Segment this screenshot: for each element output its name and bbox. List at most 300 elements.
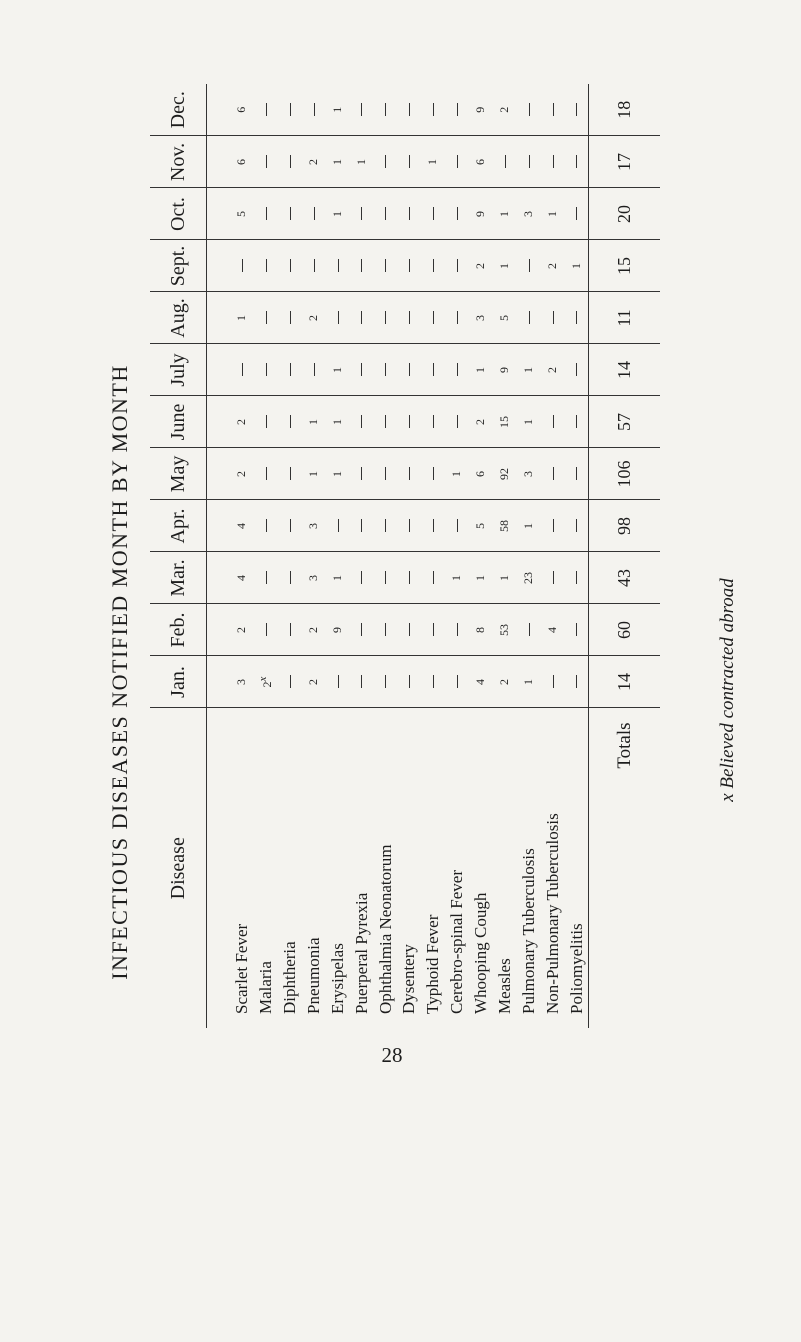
cell-value [421,448,445,500]
cell-value [397,188,421,240]
cell-value [230,240,254,292]
nil-dash [433,572,434,585]
disease-name: Whooping Cough [471,892,491,1014]
nil-dash [576,156,577,169]
abroad-marker: x [256,676,269,682]
nil-dash [433,103,434,116]
cell-value [349,396,373,448]
nil-dash [529,624,530,637]
cell-value [564,84,589,136]
table-row [373,84,397,1028]
nil-dash [314,208,315,221]
nil-dash [457,156,458,169]
nil-dash [385,103,386,116]
nil-dash [576,103,577,116]
cell-value: 3 [516,448,540,500]
cell-value [373,500,397,552]
nil-dash [266,520,267,533]
nil-dash [576,468,577,481]
nil-dash [409,676,410,689]
nil-dash [457,676,458,689]
cell-value [278,552,302,604]
disease-name: Dysentery [399,944,419,1014]
cell-value: 1 [469,552,493,604]
cell-value: 1 [301,396,325,448]
disease-name: Scarlet Fever [232,923,252,1014]
cell-value: 58 [493,500,517,552]
table-header-row [150,84,207,1028]
nil-dash [385,572,386,585]
cell-value [421,396,445,448]
cell-value: 4 [230,500,254,552]
cell-value: 1 [325,344,349,396]
cell-value: 4 [540,604,564,656]
cell-value [254,136,278,188]
cell-value: 1 [325,448,349,500]
nil-dash [433,364,434,377]
nil-dash [529,103,530,116]
disease-name: Ophthalmia Neonatorum [375,844,395,1014]
nil-dash [457,364,458,377]
cell-value [540,500,564,552]
nil-dash [266,364,267,377]
nil-dash [409,312,410,325]
nil-dash [361,103,362,116]
cell-value: 53 [493,604,517,656]
cell-value: 6 [230,84,254,136]
nil-dash [314,364,315,377]
nil-dash [409,208,410,221]
cell-value: 1 [349,136,373,188]
total-value: 18 [589,84,660,136]
nil-dash [576,520,577,533]
column-header-month: May [150,448,207,500]
cell-value [254,448,278,500]
cell-value [516,604,540,656]
cell-value [373,188,397,240]
cell-value [373,396,397,448]
cell-value [397,292,421,344]
cell-value: 9 [469,188,493,240]
cell-value: 9 [493,344,517,396]
nil-dash [290,103,291,116]
total-value: 17 [589,136,660,188]
nil-dash [290,156,291,169]
cell-value [564,604,589,656]
nil-dash [290,260,291,273]
nil-dash [290,364,291,377]
cell-value [564,500,589,552]
table-row [325,84,349,1028]
page-title: INFECTIOUS DISEASES NOTIFIED MONTH BY MONTH [107,364,132,980]
nil-dash [290,520,291,533]
cell-value: 1 [516,656,540,708]
nil-dash [385,364,386,377]
nil-dash [290,676,291,689]
nil-dash [266,103,267,116]
cell-value: 2 [493,656,517,708]
cell-value [445,396,469,448]
nil-dash [338,260,339,273]
nil-dash [266,208,267,221]
nil-dash [409,572,410,585]
cell-value [421,84,445,136]
cell-value [397,500,421,552]
column-header-month: Mar. [150,552,207,604]
cell-value [397,552,421,604]
cell-value: 2 [540,344,564,396]
cell-value: 1 [493,188,517,240]
cell-value [445,84,469,136]
nil-dash [553,572,554,585]
nil-dash [338,312,339,325]
nil-dash [361,520,362,533]
nil-dash [576,624,577,637]
nil-dash [409,156,410,169]
cell-value [373,448,397,500]
nil-dash [361,468,362,481]
cell-value [301,188,325,240]
nil-dash [576,312,577,325]
nil-dash [385,468,386,481]
nil-dash [385,208,386,221]
nil-dash [361,572,362,585]
cell-value [445,344,469,396]
cell-value [230,344,254,396]
cell-value: 1 [325,84,349,136]
cell-value [278,396,302,448]
cell-value: 3 [230,656,254,708]
cell-value: 4 [469,656,493,708]
cell-value [373,604,397,656]
cell-value [349,552,373,604]
cell-value [397,604,421,656]
cell-value [278,136,302,188]
table-body [207,84,661,1028]
disease-name: Puerperal Pyrexia [351,892,371,1014]
cell-value: 2 [230,604,254,656]
nil-dash [529,312,530,325]
cell-value: 1 [540,188,564,240]
nil-dash [457,103,458,116]
total-value: 20 [589,188,660,240]
footnote: x Believed contracted abroad [717,578,738,802]
cell-value [278,604,302,656]
table-row [564,84,589,1028]
table-row [397,84,421,1028]
nil-dash [385,624,386,637]
cell-value: 5 [230,188,254,240]
disease-name: Pneumonia [303,937,323,1014]
nil-dash [385,520,386,533]
nil-dash [385,156,386,169]
total-value: 43 [589,552,660,604]
total-value: 14 [589,344,660,396]
cell-value: 1 [325,136,349,188]
table-row [230,84,254,1028]
total-value: 14 [589,656,660,708]
cell-value: 3 [301,552,325,604]
nil-dash [266,468,267,481]
cell-value [516,292,540,344]
cell-value: 2 [301,604,325,656]
cell-value [254,396,278,448]
cell-value: 1 [301,448,325,500]
cell-value [445,656,469,708]
table-row [445,84,469,1028]
nil-dash [529,260,530,273]
cell-value: 1 [421,136,445,188]
cell-value: 1 [516,344,540,396]
cell-value: 9 [469,84,493,136]
cell-value [373,240,397,292]
nil-dash [433,676,434,689]
cell-value [445,188,469,240]
nil-dash [457,416,458,429]
cell-value [445,240,469,292]
cell-value: 6 [469,136,493,188]
nil-dash [266,416,267,429]
nil-dash [576,364,577,377]
cell-value [254,552,278,604]
column-header-month: Oct. [150,188,207,240]
nil-dash [457,260,458,273]
nil-dash [385,676,386,689]
cell-value: 1 [516,500,540,552]
nil-dash [553,676,554,689]
cell-value [540,448,564,500]
nil-dash [409,468,410,481]
nil-dash [242,260,243,273]
total-value: 60 [589,604,660,656]
cell-value [373,136,397,188]
nil-dash [385,260,386,273]
disease-name: Erysipelas [327,943,347,1014]
nil-dash [553,156,554,169]
cell-value: 8 [469,604,493,656]
cell-value [278,656,302,708]
cell-value: 1 [325,396,349,448]
cell-value [254,240,278,292]
disease-name: Pulmonary Tuberculosis [518,848,538,1014]
cell-value [564,136,589,188]
cell-value: 1 [564,240,589,292]
cell-value [349,604,373,656]
cell-value [254,344,278,396]
cell-value: 5 [469,500,493,552]
cell-value: 2 [230,396,254,448]
cell-value: 3 [301,500,325,552]
cell-value [397,136,421,188]
cell-value: 2 [301,292,325,344]
cell-value: 23 [516,552,540,604]
cell-value [540,136,564,188]
nil-dash [433,624,434,637]
nil-dash [409,260,410,273]
column-header-month: Apr. [150,500,207,552]
cell-value [564,292,589,344]
disease-name: Diphtheria [279,941,299,1014]
cell-value [564,188,589,240]
cell-value: 1 [230,292,254,344]
cell-value [278,448,302,500]
cell-value [397,84,421,136]
column-header-month: July [150,344,207,396]
cell-value [254,84,278,136]
nil-dash [266,312,267,325]
nil-dash [553,468,554,481]
total-value: 57 [589,396,660,448]
cell-value [254,604,278,656]
nil-dash [361,364,362,377]
nil-dash [553,520,554,533]
cell-value: 6 [469,448,493,500]
nil-dash [576,572,577,585]
totals-row [589,84,660,1028]
nil-dash [290,312,291,325]
nil-dash [409,364,410,377]
cell-value [373,656,397,708]
column-header-month: Dec. [150,84,207,136]
cell-value [421,344,445,396]
totals-label: Totals [589,708,660,1028]
nil-dash [433,208,434,221]
column-header-month: Nov. [150,136,207,188]
nil-dash [266,624,267,637]
disease-name: Measles [495,958,514,1014]
monthly-notifications-table-rotated [150,84,660,1028]
cell-value: 92 [493,448,517,500]
nil-dash [361,208,362,221]
nil-dash [433,520,434,533]
cell-value: 1 [469,344,493,396]
column-header-disease: Disease [150,708,207,1028]
column-header-month: Sept. [150,240,207,292]
cell-value [564,448,589,500]
disease-name: Cerebro-spinal Fever [447,870,467,1014]
cell-value [540,552,564,604]
cell-value [445,136,469,188]
nil-dash [576,676,577,689]
cell-value: 2x [254,656,278,708]
nil-dash [505,156,506,169]
cell-value [278,188,302,240]
cell-value: 1 [445,448,469,500]
nil-dash [576,416,577,429]
cell-value [540,84,564,136]
cell-value: 3 [516,188,540,240]
cell-value: 1 [493,240,517,292]
nil-dash [385,312,386,325]
table-row [493,84,517,1028]
cell-value [254,500,278,552]
nil-dash [290,416,291,429]
cell-value [349,188,373,240]
cell-value: 1 [516,396,540,448]
nil-dash [409,624,410,637]
cell-value: 1 [445,552,469,604]
cell-value [397,448,421,500]
cell-value: 6 [230,136,254,188]
spacer-row [207,84,230,1028]
cell-value [564,344,589,396]
cell-value [445,604,469,656]
total-value: 98 [589,500,660,552]
cell-value [397,344,421,396]
table-row [516,84,540,1028]
nil-dash [433,416,434,429]
nil-dash [266,572,267,585]
nil-dash [576,208,577,221]
cell-value: 5 [493,292,517,344]
cell-value [516,240,540,292]
cell-value [373,344,397,396]
nil-dash [266,260,267,273]
cell-value: 2 [301,136,325,188]
cell-value [349,656,373,708]
column-header-month: Jan. [150,656,207,708]
nil-dash [361,676,362,689]
nil-dash [457,312,458,325]
cell-value: 1 [325,552,349,604]
cell-value [516,136,540,188]
cell-value [540,292,564,344]
column-header-month: Feb. [150,604,207,656]
nil-dash [553,312,554,325]
cell-value [421,500,445,552]
cell-value: 4 [230,552,254,604]
cell-value [564,656,589,708]
total-value: 15 [589,240,660,292]
cell-value [325,240,349,292]
column-header-month: June [150,396,207,448]
cell-value [254,188,278,240]
nil-dash [457,624,458,637]
cell-value [421,656,445,708]
nil-dash [457,520,458,533]
nil-dash [314,260,315,273]
cell-value [325,656,349,708]
table-row [540,84,564,1028]
table-row [469,84,493,1028]
cell-value: 2 [469,240,493,292]
nil-dash [266,156,267,169]
nil-dash [361,416,362,429]
disease-name: Poliomyelitis [566,923,586,1014]
nil-dash [433,468,434,481]
nil-dash [242,364,243,377]
cell-value [373,84,397,136]
table-row [278,84,302,1028]
cell-value: 1 [325,188,349,240]
cell-value [421,188,445,240]
cell-value [373,552,397,604]
nil-dash [409,103,410,116]
cell-value [540,656,564,708]
cell-value [349,344,373,396]
cell-value [254,292,278,344]
cell-value [493,136,517,188]
cell-value [349,500,373,552]
nil-dash [553,416,554,429]
cell-value [397,396,421,448]
cell-value: 2 [493,84,517,136]
cell-value [301,240,325,292]
cell-value [301,84,325,136]
cell-value [278,84,302,136]
cell-value [349,292,373,344]
disease-name: Malaria [256,961,276,1014]
